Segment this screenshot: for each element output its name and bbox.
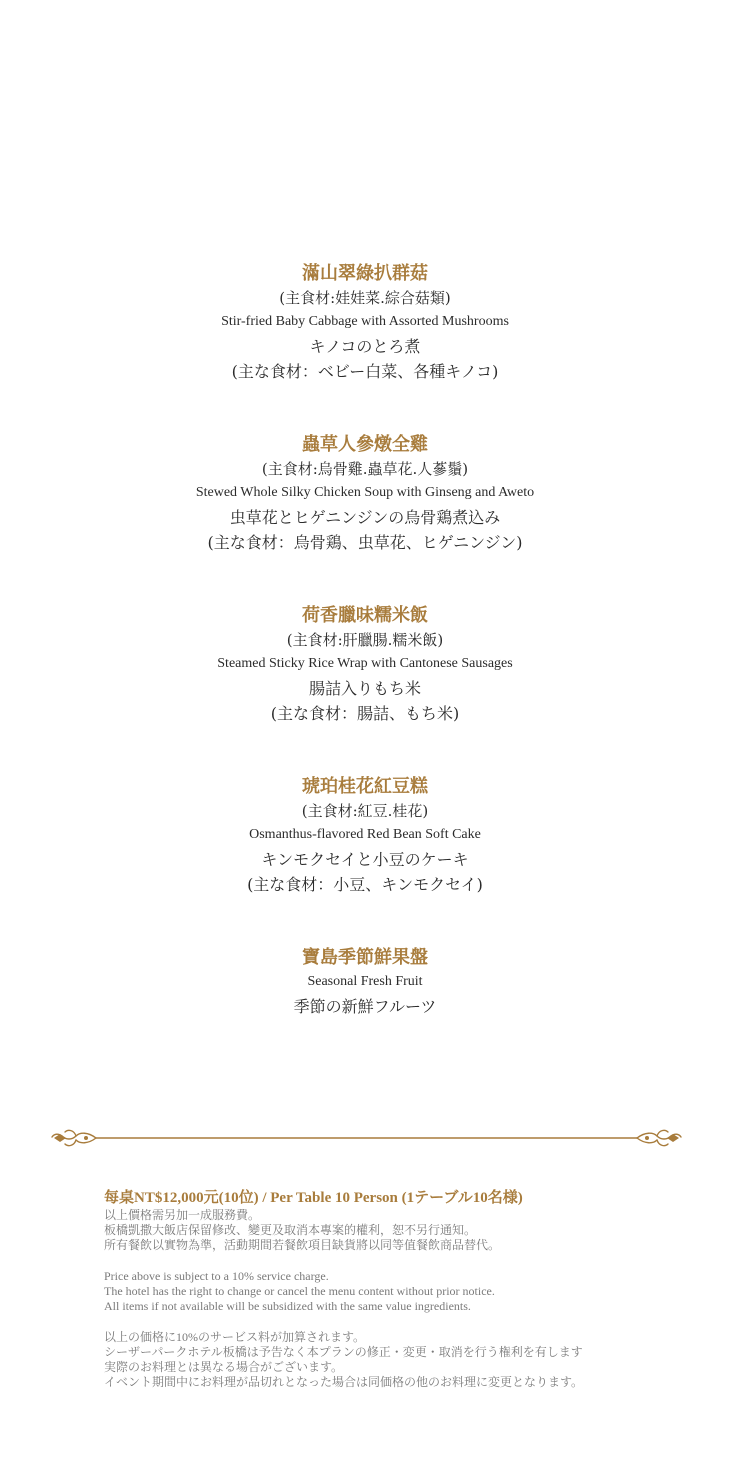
zh-note-line: 所有餐飲以實物為準，活動期間若餐飲項目缺貨將以同等值餐飲商品替代。 — [104, 1238, 501, 1252]
dish-title: 琥珀桂花紅豆糕 — [302, 776, 428, 797]
table-price: 每桌NT$12,000元(10位) / Per Table 10 Person (1テーブル10名様) — [104, 1190, 523, 1206]
dish-japanese-name: キノコのとろ煮 — [309, 337, 421, 356]
dish-japanese-name: 季節の新鮮フルーツ — [293, 997, 437, 1016]
dish-title: 滿山翠綠扒群菇 — [302, 263, 428, 284]
right-diamond — [667, 1134, 679, 1142]
ornamental-divider — [50, 1126, 683, 1150]
dish-english-name: Stewed Whole Silky Chicken Soup with Ginseng and Aweto — [195, 485, 535, 500]
dish-title: 蟲草人參燉全雞 — [302, 434, 428, 455]
dish-jp-ingredients: (主な食材：ベビー白菜、各種キノコ) — [231, 362, 499, 381]
zh-note-line: 板橋凱撒大飯店保留修改、變更及取消本專案的權利，恕不另行通知。 — [104, 1223, 477, 1237]
dish-item — [0, 433, 730, 604]
dish-item — [0, 262, 730, 433]
dish-title: 荷香臘味糯米飯 — [302, 605, 428, 626]
jp-note-line: シーザーパークホテル板橋は予告なく本プランの修正・変更・取消を行う権利を有します — [104, 1345, 583, 1359]
right-flourish-top — [637, 1133, 671, 1139]
dish-title: 寶島季節鮮果盤 — [302, 947, 428, 968]
jp-note-line: 以上の価格に10%のサービス料が加算されます。 — [104, 1330, 366, 1344]
dish-jp-ingredients: (主な食材：小豆、キンモクセイ) — [247, 875, 483, 894]
left-diamond — [54, 1134, 66, 1142]
dish-japanese-name: 虫草花とヒゲニンジンの烏骨鶏煮込み — [229, 508, 501, 527]
dish-zh-ingredients: (主食材:紅豆.桂花) — [301, 802, 429, 820]
menu-list — [0, 262, 730, 1117]
left-flourish-top — [62, 1133, 96, 1139]
dish-zh-ingredients: (主食材:肝臘腸.糯米飯) — [286, 631, 444, 649]
dish-english-name: Seasonal Fresh Fruit — [307, 974, 423, 989]
jp-note-line: イベント期間中にお料理が品切れとなった場合は同価格の他のお料理に変更となります。 — [104, 1375, 584, 1389]
en-note-line: Price above is subject to a 10% service charge. — [104, 1269, 329, 1283]
dish-japanese-name: キンモクセイと小豆のケーキ — [261, 850, 469, 869]
zh-notes — [104, 1208, 704, 1253]
dish-japanese-name: 腸詰入りもち米 — [308, 679, 421, 698]
en-note-line: The hotel has the right to change or cancel the menu content without prior notice. — [104, 1284, 495, 1298]
dish-jp-ingredients: (主な食材：腸詰、もち米) — [270, 704, 460, 723]
jp-notes — [104, 1330, 704, 1390]
dish-zh-ingredients: (主食材:烏骨雞.蟲草花.人蔘鬚) — [261, 460, 469, 478]
dish-item — [0, 946, 730, 1117]
dish-english-name: Steamed Sticky Rice Wrap with Cantonese Sausages — [217, 656, 513, 671]
en-note-line: All items if not available will be subsidized with the same value ingredients. — [104, 1299, 471, 1313]
dish-zh-ingredients: (主食材:娃娃菜.綜合菇類) — [279, 289, 451, 307]
footer-notes — [104, 1188, 704, 1390]
jp-note-line: 実際のお料理とは異なる場合がございます。 — [104, 1360, 344, 1374]
dish-item — [0, 775, 730, 946]
dish-english-name: Stir-fried Baby Cabbage with Assorted Mushrooms — [221, 314, 509, 329]
dish-jp-ingredients: (主な食材：烏骨鶏、虫草花、ヒゲニンジン) — [207, 533, 523, 552]
zh-note-line: 以上價格需另加一成服務費。 — [104, 1208, 261, 1222]
dish-english-name: Osmanthus-flavored Red Bean Soft Cake — [249, 827, 481, 842]
dish-item — [0, 604, 730, 775]
en-notes — [104, 1269, 704, 1314]
